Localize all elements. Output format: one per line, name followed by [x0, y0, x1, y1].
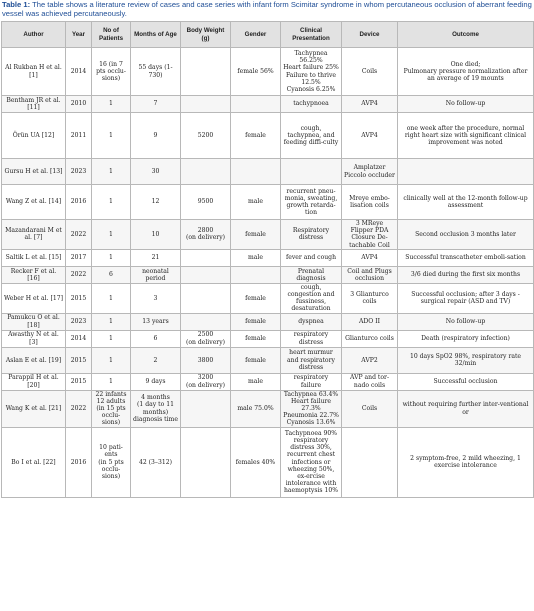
table-row	[2, 373, 534, 390]
cell-age: 55 days (1-730)	[131, 48, 181, 96]
cell-device	[342, 427, 398, 497]
table-row	[2, 330, 534, 347]
table-row	[2, 96, 534, 113]
cell-author: Saltik L et al. [15]	[2, 249, 66, 266]
cell-outcome: Second occlusion 3 months later	[398, 220, 534, 250]
cell-weight: 3200 (on delivery)	[181, 373, 231, 390]
cell-outcome: without requiring further inter-ventional or	[398, 390, 534, 427]
table-row	[2, 313, 534, 330]
cell-device: Amplatzer Piccolo occluder	[342, 159, 398, 185]
cell-author: Wang Z et al. [14]	[2, 185, 66, 220]
cell-age: 9	[131, 113, 181, 159]
table-row	[2, 113, 534, 159]
cell-outcome: clinically well at the 12-month follow-up assessment	[398, 185, 534, 220]
cell-author: Awasthy N et al. [3]	[2, 330, 66, 347]
header-gender: Gender	[231, 22, 281, 48]
cell-device: AVP4	[342, 113, 398, 159]
cell-patients: 1	[92, 313, 131, 330]
cell-weight	[181, 266, 231, 283]
cell-age: 42 (3–312)	[131, 427, 181, 497]
cell-author: Gursu H et al. [13]	[2, 159, 66, 185]
header-body-weight: Body Weight (g)	[181, 22, 231, 48]
cell-presentation: respiratory failure	[281, 373, 342, 390]
cell-author: Weber H et al. [17]	[2, 283, 66, 313]
cell-author: Örün UA [12]	[2, 113, 66, 159]
cell-patients: 1	[92, 347, 131, 373]
cell-presentation: Respiratory distress	[281, 220, 342, 250]
cell-age: neonatal period	[131, 266, 181, 283]
table-header-row	[2, 22, 534, 48]
cell-device: AVP4	[342, 96, 398, 113]
cell-age: 30	[131, 159, 181, 185]
cell-device: 3 MReye Flipper PDA Closure De-tachable Coil	[342, 220, 398, 250]
cell-weight	[181, 283, 231, 313]
cell-outcome: One died; Pulmonary pressure normalization after an average of 19 mounts	[398, 48, 534, 96]
table-row	[2, 390, 534, 427]
cell-year: 2017	[66, 249, 92, 266]
cell-outcome: 10 days SpO2 98%, respiratory rate 32/min	[398, 347, 534, 373]
cell-gender: female	[231, 220, 281, 250]
cell-device: Coils	[342, 48, 398, 96]
cell-weight: 9500	[181, 185, 231, 220]
table-body	[2, 48, 534, 498]
cell-weight	[181, 313, 231, 330]
cell-age: 9 days	[131, 373, 181, 390]
cell-year: 2016	[66, 427, 92, 497]
cell-author: Al Rukban H et al. [1]	[2, 48, 66, 96]
cell-weight	[181, 159, 231, 185]
header-year: Year	[66, 22, 92, 48]
cell-year: 2010	[66, 96, 92, 113]
cell-device: Coils	[342, 390, 398, 427]
cell-year: 2015	[66, 283, 92, 313]
cell-weight	[181, 390, 231, 427]
cell-age: 21	[131, 249, 181, 266]
cell-gender: female	[231, 347, 281, 373]
cell-gender: female 56%	[231, 48, 281, 96]
cell-author: Bo I et al. [22]	[2, 427, 66, 497]
header-clinical-presentation: Clinical Presentation	[281, 22, 342, 48]
cell-age: 13 years	[131, 313, 181, 330]
cell-author: Aslan E et al. [19]	[2, 347, 66, 373]
cell-patients: 6	[92, 266, 131, 283]
cell-weight: 2800 (on delivery)	[181, 220, 231, 250]
header-months-of-age: Months of Age	[131, 22, 181, 48]
cell-presentation: recurrent pneu-monia, sweating, growth retarda-tion	[281, 185, 342, 220]
cell-patients: 1	[92, 283, 131, 313]
cell-presentation: respiratory distress	[281, 330, 342, 347]
cell-weight: 2500 (on delivery)	[181, 330, 231, 347]
cell-gender: male	[231, 249, 281, 266]
table-row	[2, 159, 534, 185]
table-row	[2, 283, 534, 313]
cell-gender	[231, 159, 281, 185]
cell-device: AVP2	[342, 347, 398, 373]
cell-weight	[181, 96, 231, 113]
header-outcome: Outcome	[398, 22, 534, 48]
cell-patients: 1	[92, 330, 131, 347]
cell-gender	[231, 266, 281, 283]
cell-presentation: Prenatal diagnosis	[281, 266, 342, 283]
cell-year: 2015	[66, 347, 92, 373]
cell-gender	[231, 96, 281, 113]
cell-year: 2023	[66, 159, 92, 185]
cell-patients: 1	[92, 159, 131, 185]
table-row	[2, 427, 534, 497]
cell-patients: 1	[92, 249, 131, 266]
cell-weight: 5200	[181, 113, 231, 159]
table-row	[2, 347, 534, 373]
cell-presentation: heart murmur and respiratory distress	[281, 347, 342, 373]
cell-year: 2016	[66, 185, 92, 220]
header-author: Author	[2, 22, 66, 48]
cell-age: 6	[131, 330, 181, 347]
cell-outcome	[398, 159, 534, 185]
cell-gender: females 40%	[231, 427, 281, 497]
cell-gender: female	[231, 313, 281, 330]
cell-year: 2022	[66, 220, 92, 250]
cell-weight	[181, 427, 231, 497]
cell-outcome: 3/6 died during the first six months	[398, 266, 534, 283]
cell-author: Mazandarani M et al. [7]	[2, 220, 66, 250]
cell-year: 2011	[66, 113, 92, 159]
cell-age: 3	[131, 283, 181, 313]
cell-presentation: cough, tachypnea, and feeding diffi-culty	[281, 113, 342, 159]
cell-patients: 1	[92, 220, 131, 250]
table-row	[2, 266, 534, 283]
caption-text: The table shows a literature review of cases and case series with infant form Scimitar syndrome in whom percutaneous occlusion of aberrant feeding vessel was achieved percutaneously.	[2, 0, 532, 18]
cell-outcome: Death (respiratory infection)	[398, 330, 534, 347]
cell-patients: 1	[92, 113, 131, 159]
cell-age: 10	[131, 220, 181, 250]
cell-outcome: No follow-up	[398, 96, 534, 113]
cell-device: AVP and tor-nado coils	[342, 373, 398, 390]
cell-author: Recker F et al. [16]	[2, 266, 66, 283]
cell-outcome: Successful occlusion; after 3 days - surgical repair (ASD and TV)	[398, 283, 534, 313]
cell-device: Mreye embo-lisation coils	[342, 185, 398, 220]
cell-patients: 1	[92, 96, 131, 113]
cell-age: 7	[131, 96, 181, 113]
cell-gender: female	[231, 113, 281, 159]
cell-year: 2014	[66, 330, 92, 347]
cell-age: 12	[131, 185, 181, 220]
cell-year: 2023	[66, 313, 92, 330]
cell-year: 2015	[66, 373, 92, 390]
cell-weight: 3800	[181, 347, 231, 373]
literature-review-table	[1, 21, 534, 498]
cell-author: Parappil H et al. [20]	[2, 373, 66, 390]
cell-outcome: Successful occlusion	[398, 373, 534, 390]
cell-gender: male	[231, 185, 281, 220]
table-row	[2, 48, 534, 96]
cell-author: Wang K et al. [21]	[2, 390, 66, 427]
cell-weight	[181, 48, 231, 96]
cell-presentation: fever and cough	[281, 249, 342, 266]
cell-author: Bentham JR et al. [11]	[2, 96, 66, 113]
cell-gender: male	[231, 373, 281, 390]
table-row	[2, 185, 534, 220]
cell-patients: 16 (in 7 pts occlu-sions)	[92, 48, 131, 96]
cell-device: 3 Glianturco coils	[342, 283, 398, 313]
table-caption	[2, 0, 532, 18]
cell-presentation: cough, congestion and fussiness, desaturation	[281, 283, 342, 313]
cell-presentation: dyspnea	[281, 313, 342, 330]
cell-device: Coil and Plugs occlusion	[342, 266, 398, 283]
header-no-of-patients: No of Patients	[92, 22, 131, 48]
cell-age: 2	[131, 347, 181, 373]
cell-outcome: Successful transcatheter emboli-sation	[398, 249, 534, 266]
cell-outcome: No follow-up	[398, 313, 534, 330]
cell-patients: 1	[92, 373, 131, 390]
header-device: Device	[342, 22, 398, 48]
cell-patients: 1	[92, 185, 131, 220]
cell-gender: male 75.0%	[231, 390, 281, 427]
cell-weight	[181, 249, 231, 266]
cell-author: Pamukcu O et al. [18]	[2, 313, 66, 330]
cell-age: 4 months (1 day to 11 months) diagnosis time	[131, 390, 181, 427]
caption-label: Table 1:	[2, 0, 31, 9]
cell-device: AVP4	[342, 249, 398, 266]
cell-year: 2022	[66, 266, 92, 283]
cell-device: Glianturco coils	[342, 330, 398, 347]
cell-outcome: 2 symptom-free, 2 mild wheezing, 1 exercise intolerance	[398, 427, 534, 497]
cell-gender: female	[231, 330, 281, 347]
cell-year: 2022	[66, 390, 92, 427]
cell-presentation: Tachypnoea 90% respiratory distress 30%, recurrent chest infections or wheezing 50%, ex-ercise intolerance with haemoptysis 10%	[281, 427, 342, 497]
cell-patients: 10 pati-ents (in 5 pts occlu-sions)	[92, 427, 131, 497]
cell-patients: 22 infants 12 adults (in 15 pts occlu-sions)	[92, 390, 131, 427]
cell-presentation: Tachypnea 63.4% Heart failure 27.3% Pneumonia 22.7% Cyanosis 13.6%	[281, 390, 342, 427]
cell-outcome: one week after the procedure, normal right heart size with significant clinical improvement was noted	[398, 113, 534, 159]
cell-presentation	[281, 159, 342, 185]
table-row	[2, 249, 534, 266]
cell-year: 2014	[66, 48, 92, 96]
cell-gender: female	[231, 283, 281, 313]
cell-presentation: tachypnoea	[281, 96, 342, 113]
cell-presentation: Tachypnea 56.25% Heart failure 25% Failure to thrive 12.5% Cyanosis 6.25%	[281, 48, 342, 96]
cell-device: ADO II	[342, 313, 398, 330]
table-row	[2, 220, 534, 250]
